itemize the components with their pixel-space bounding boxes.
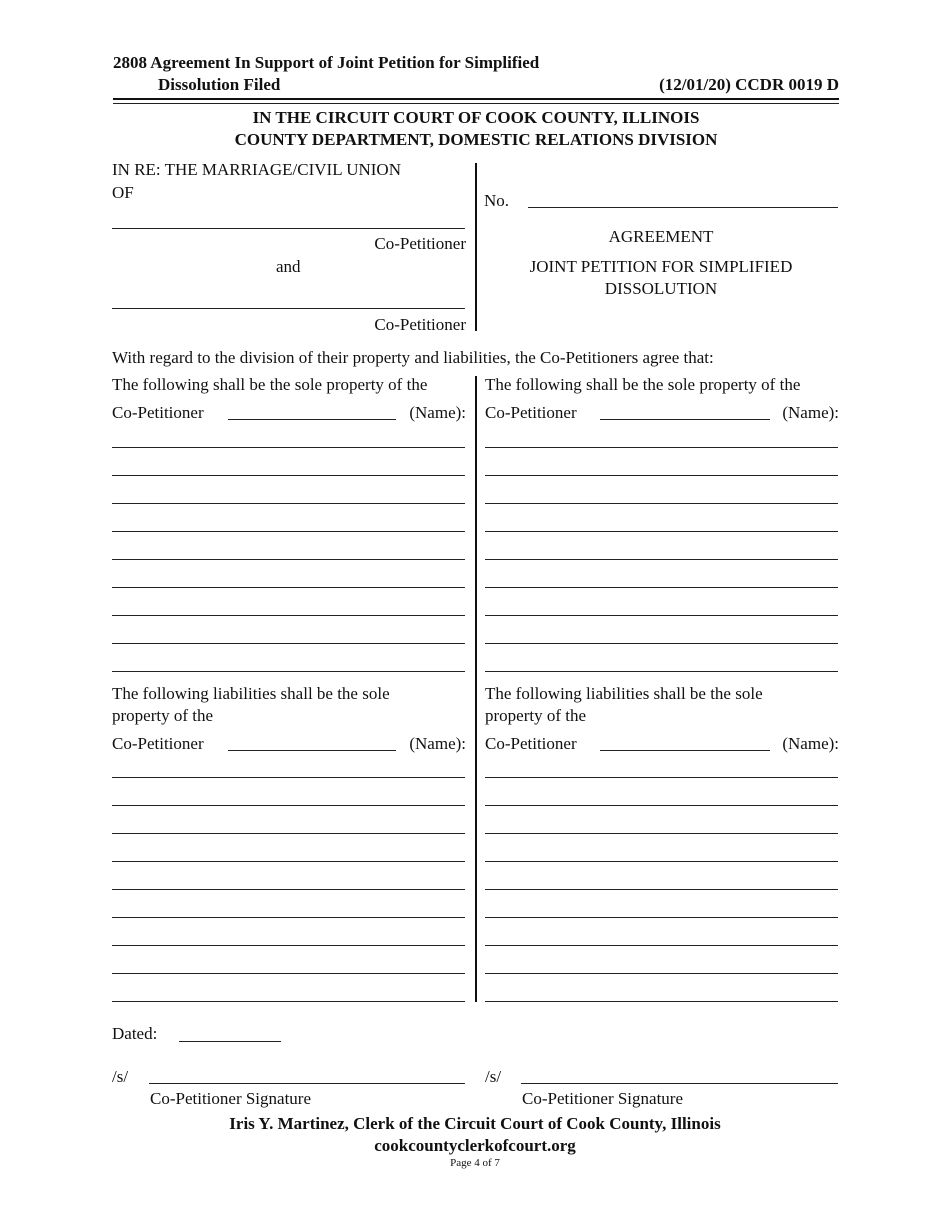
court-line2: COUNTY DEPARTMENT, DOMESTIC RELATIONS DIVISION [234, 130, 718, 149]
in-re-line2: OF [112, 183, 134, 202]
liability-entry-line[interactable] [485, 889, 838, 890]
doc-title-line1: AGREEMENT [608, 227, 714, 246]
liability-entry-line[interactable] [112, 861, 465, 862]
property-right-name-label: (Name): [782, 403, 839, 422]
header-rule-bottom [113, 103, 839, 104]
property-entry-line[interactable] [112, 587, 465, 588]
liability-entry-line[interactable] [485, 917, 838, 918]
signature-right-caption: Co-Petitioner Signature [522, 1089, 684, 1108]
liability-entry-line[interactable] [485, 973, 838, 974]
liabilities-right-heading-line1: The following liabilities shall be the sole [485, 684, 763, 703]
liabilities-left-heading-line1: The following liabilities shall be the sole [112, 684, 390, 703]
property-right-co-petitioner-label: Co-Petitioner [485, 403, 577, 422]
liability-entry-line[interactable] [485, 777, 838, 778]
intro-text: With regard to the division of their property and liabilities, the Co-Petitioners agree that: [112, 348, 714, 367]
signature-left-line[interactable] [149, 1083, 465, 1084]
liability-entry-line[interactable] [112, 805, 465, 806]
liabilities-right-co-petitioner-label: Co-Petitioner [485, 734, 577, 753]
property-entry-line[interactable] [112, 531, 465, 532]
signature-left-s: /s/ [112, 1067, 129, 1086]
co-petitioner-1-label: Co-Petitioner [374, 234, 466, 253]
property-entry-line[interactable] [112, 475, 465, 476]
property-entry-line[interactable] [485, 587, 838, 588]
property-entry-line[interactable] [485, 475, 838, 476]
co-petitioner-2-name-line[interactable] [112, 308, 465, 309]
liability-entry-line[interactable] [112, 833, 465, 834]
liability-entry-line[interactable] [485, 805, 838, 806]
doc-title-line3: DISSOLUTION [604, 279, 718, 298]
case-no-field[interactable] [528, 207, 838, 208]
property-entry-line[interactable] [485, 671, 838, 672]
liability-entry-line[interactable] [112, 973, 465, 974]
liability-entry-line[interactable] [485, 1001, 838, 1002]
form-title-line2: Dissolution Filed [158, 75, 281, 94]
property-entry-line[interactable] [485, 615, 838, 616]
property-entry-line[interactable] [112, 671, 465, 672]
form-code: (12/01/20) CCDR 0019 D [659, 75, 839, 94]
property-right-name-field[interactable] [600, 419, 770, 420]
property-left-name-label: (Name): [409, 403, 466, 422]
property-entry-line[interactable] [485, 643, 838, 644]
property-left-heading: The following shall be the sole property of the [112, 375, 428, 394]
property-entry-line[interactable] [112, 503, 465, 504]
liabilities-left-name-field[interactable] [228, 750, 396, 751]
property-entry-line[interactable] [485, 447, 838, 448]
doc-title-line2: JOINT PETITION FOR SIMPLIFIED [529, 257, 793, 276]
footer-page: Page 4 of 7 [450, 1157, 500, 1169]
footer-clerk: Iris Y. Martinez, Clerk of the Circuit Court of Cook County, Illinois [229, 1114, 721, 1133]
liability-entry-line[interactable] [485, 861, 838, 862]
property-left-co-petitioner-label: Co-Petitioner [112, 403, 204, 422]
liabilities-left-co-petitioner-label: Co-Petitioner [112, 734, 204, 753]
property-entry-line[interactable] [112, 559, 465, 560]
liabilities-right-name-field[interactable] [600, 750, 770, 751]
signature-right-line[interactable] [521, 1083, 838, 1084]
property-entry-line[interactable] [112, 615, 465, 616]
header-rule-top [113, 98, 839, 100]
liability-entry-line[interactable] [485, 833, 838, 834]
liability-entry-line[interactable] [112, 945, 465, 946]
property-entry-line[interactable] [485, 559, 838, 560]
property-right-heading: The following shall be the sole property of the [485, 375, 801, 394]
liabilities-right-heading-line2: property of the [485, 706, 587, 725]
in-re-line1: IN RE: THE MARRIAGE/CIVIL UNION [112, 160, 401, 179]
co-petitioner-1-name-line[interactable] [112, 228, 465, 229]
liability-entry-line[interactable] [112, 889, 465, 890]
columns-divider [475, 376, 477, 1002]
co-petitioner-2-label: Co-Petitioner [374, 315, 466, 334]
property-entry-line[interactable] [485, 503, 838, 504]
liability-entry-line[interactable] [112, 777, 465, 778]
liabilities-left-name-label: (Name): [409, 734, 466, 753]
liabilities-right-name-label: (Name): [782, 734, 839, 753]
and-label: and [276, 257, 301, 276]
liability-entry-line[interactable] [112, 917, 465, 918]
liability-entry-line[interactable] [485, 945, 838, 946]
caption-divider [475, 163, 477, 331]
court-line1: IN THE CIRCUIT COURT OF COOK COUNTY, ILLINOIS [252, 108, 700, 127]
signature-left-caption: Co-Petitioner Signature [150, 1089, 312, 1108]
property-entry-line[interactable] [485, 531, 838, 532]
case-no-label: No. [484, 191, 510, 210]
property-entry-line[interactable] [112, 447, 465, 448]
liability-entry-line[interactable] [112, 1001, 465, 1002]
property-entry-line[interactable] [112, 643, 465, 644]
signature-right-s: /s/ [485, 1067, 502, 1086]
property-left-name-field[interactable] [228, 419, 396, 420]
dated-label: Dated: [112, 1024, 158, 1043]
form-title-line1: 2808 Agreement In Support of Joint Petition for Simplified [113, 53, 540, 72]
dated-field[interactable] [179, 1041, 281, 1042]
footer-website: cookcountyclerkofcourt.org [374, 1136, 576, 1155]
liabilities-left-heading-line2: property of the [112, 706, 214, 725]
